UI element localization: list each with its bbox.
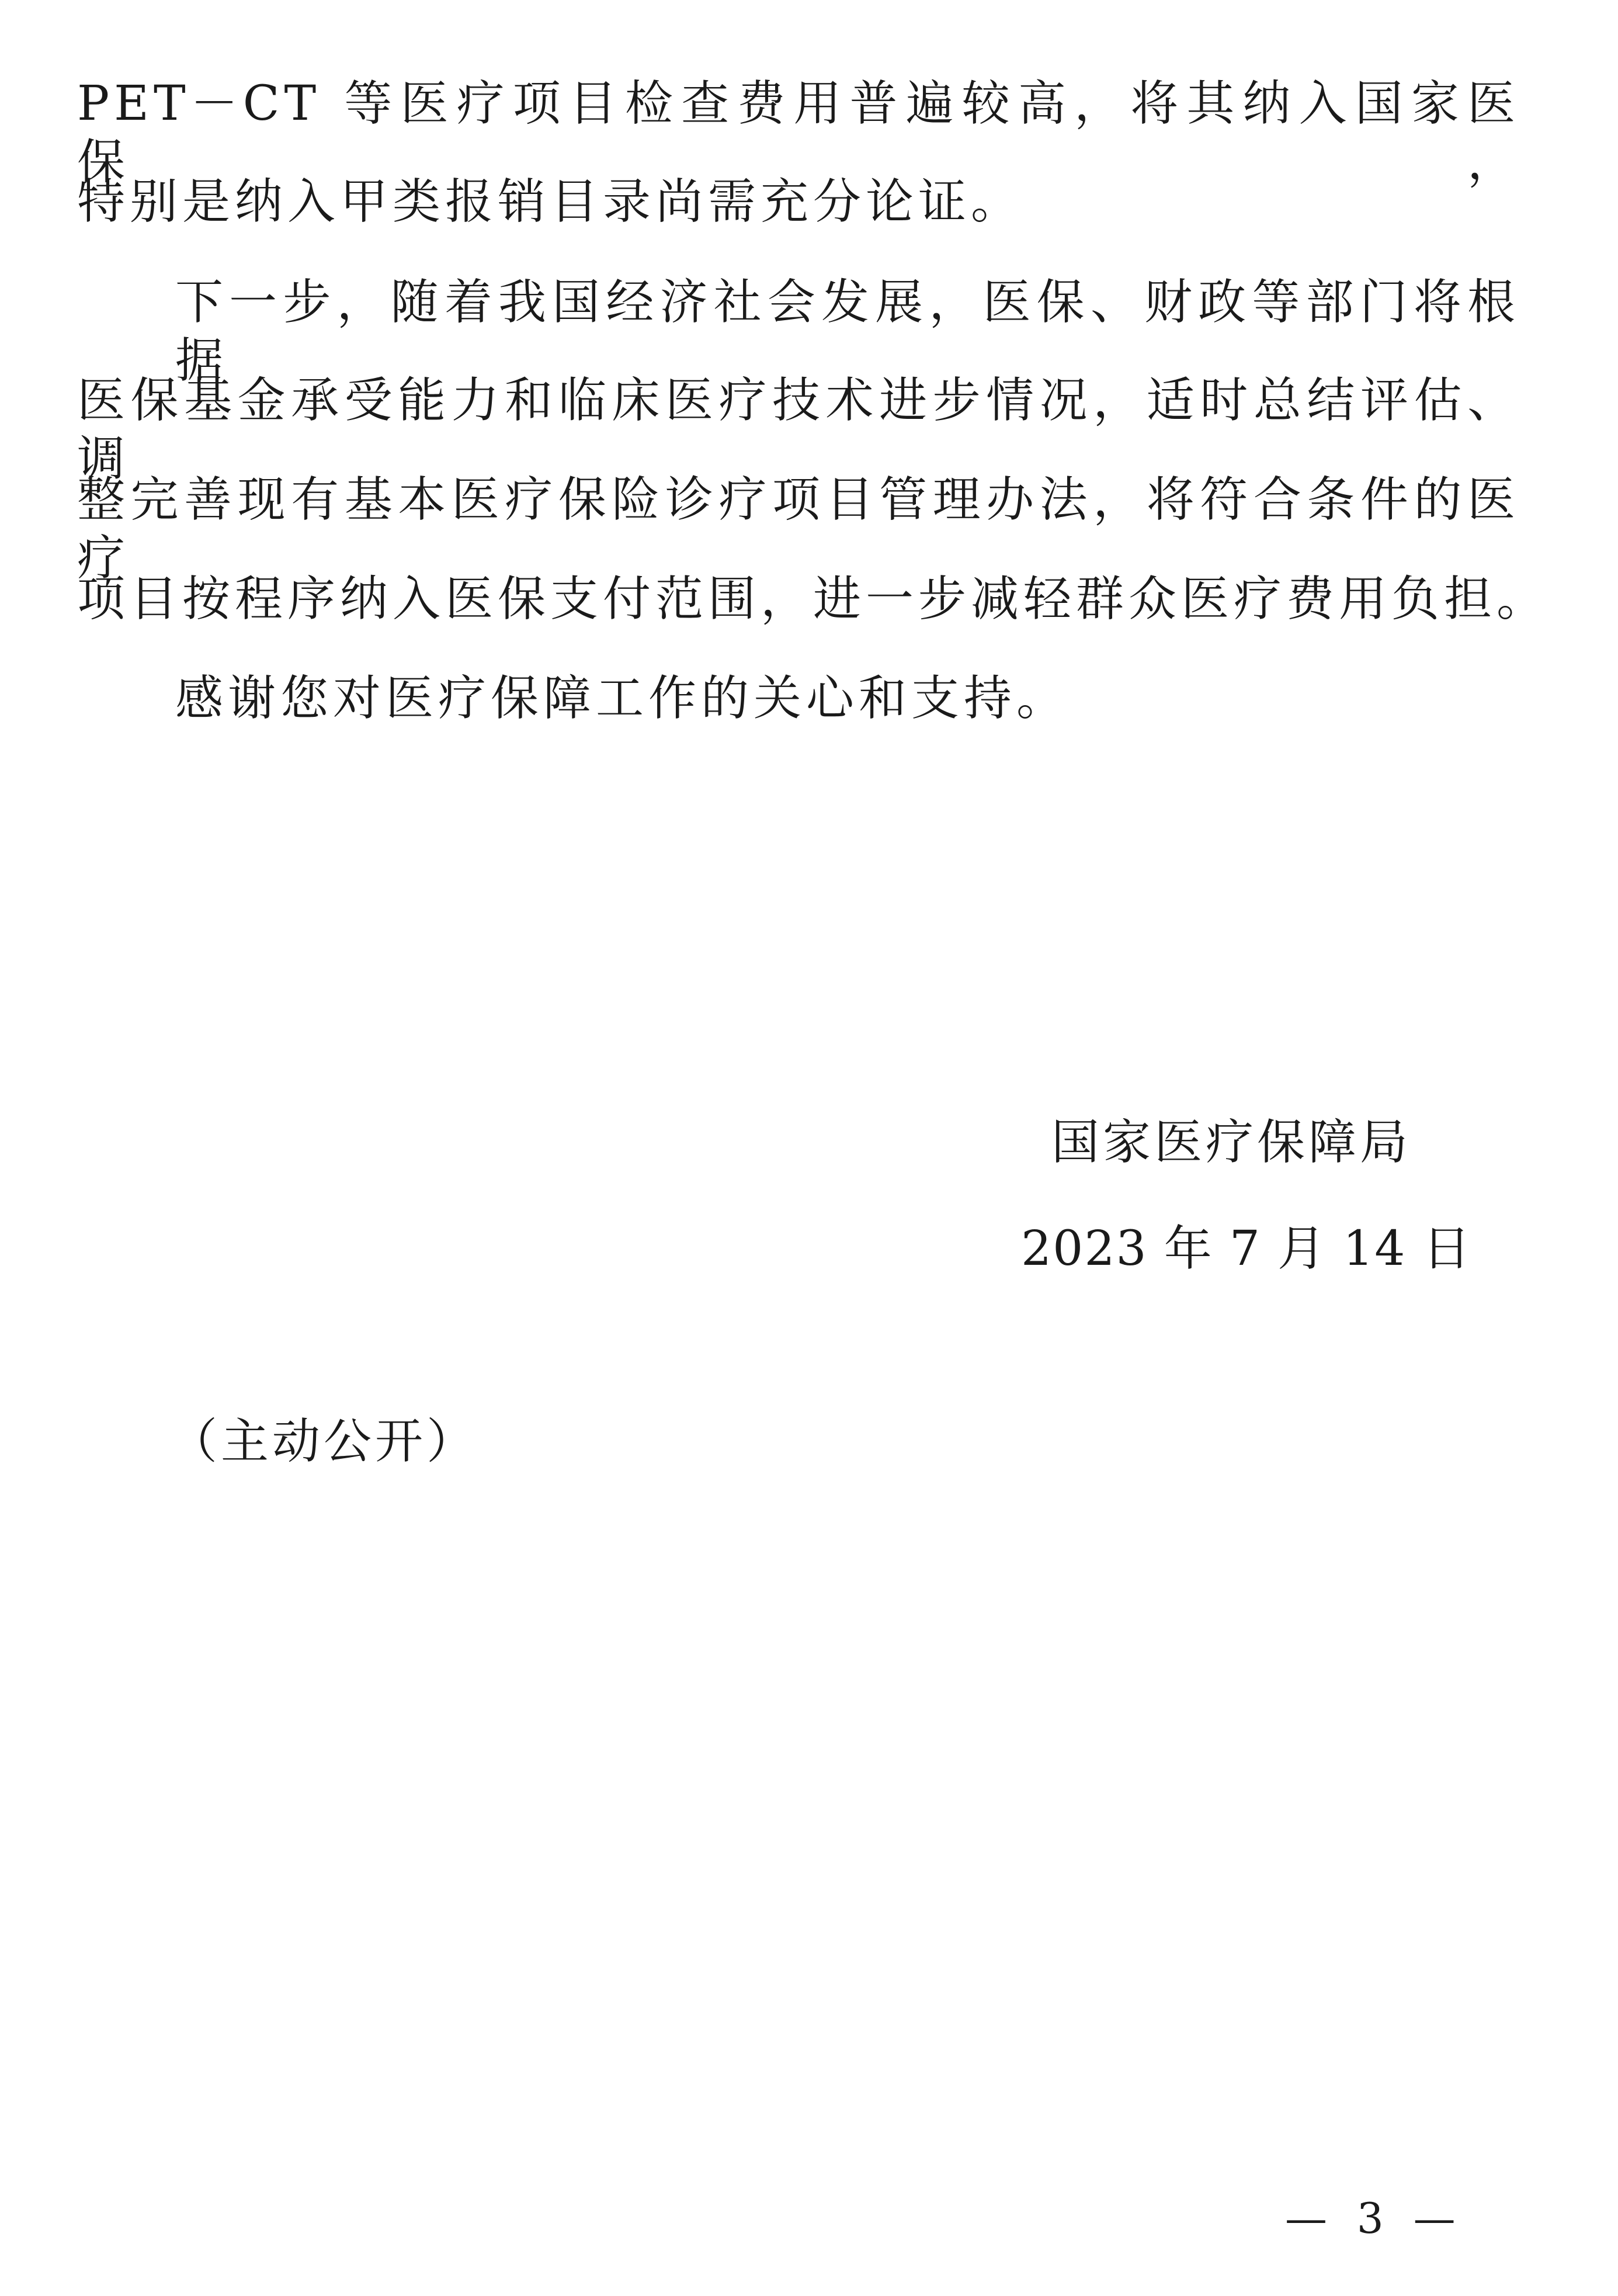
disclosure-note: （主动公开） <box>169 1414 478 1469</box>
body-line-5: 整完善现有基本医疗保险诊疗项目管理办法，将符合条件的医疗 <box>77 472 1520 586</box>
signature-date: 2023 年 7 月 14 日 <box>1021 1221 1472 1277</box>
body-line-7: 感谢您对医疗保障工作的关心和支持。 <box>175 671 1070 726</box>
page-number: — 3 — <box>1285 2194 1464 2243</box>
body-line-4: 医保基金承受能力和临床医疗技术进步情况，适时总结评估、调 <box>77 373 1520 487</box>
signature-organization: 国家医疗保障局 <box>1051 1115 1412 1170</box>
body-line-1: PET－CT 等医疗项目检查费用普遍较高，将其纳入国家医保， <box>77 76 1520 190</box>
body-line-6: 项目按程序纳入医保支付范围，进一步减轻群众医疗费用负担。 <box>77 571 1550 627</box>
body-line-3: 下一步，随着我国经济社会发展，医保、财政等部门将根据 <box>175 275 1520 389</box>
body-line-2: 特别是纳入甲类报销目录尚需充分论证。 <box>77 174 1024 230</box>
